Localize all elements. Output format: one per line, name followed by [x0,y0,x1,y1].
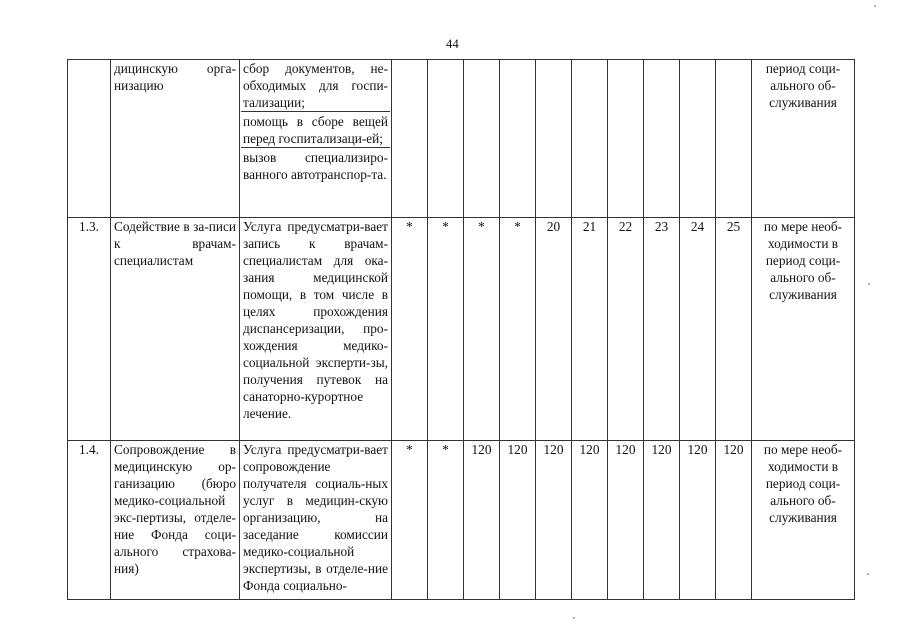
value-cell [536,60,572,218]
value-cell: 21 [572,218,608,441]
value-cell: 120 [644,441,680,600]
value-cell: 24 [680,218,716,441]
scan-speck [573,617,575,619]
value-cell [500,60,536,218]
value-cell: * [392,218,428,441]
service-description-cell: Услуга предусматри-вает сопровождение получателя социаль-ных услуг в медицин-скую организацию, на заседание комиссии медико-социальной экспертизы, в отделе-ние Фонда социально- [240,441,392,600]
table-row-continuation [68,60,855,218]
table-row [68,218,855,441]
value-cell [716,60,752,218]
row-number-cell: 1.4. [68,441,111,600]
service-period-cell: по мере необ-ходимости в период соци-ального об-служивания [752,218,855,441]
value-cell: 120 [680,441,716,600]
row-number-cell [68,60,111,218]
value-cell: 120 [608,441,644,600]
value-cell [392,60,428,218]
value-cell: 25 [716,218,752,441]
service-description-cell [240,60,392,218]
scan-speck [874,5,876,7]
value-cell: 20 [536,218,572,441]
value-cell: 120 [716,441,752,600]
scan-speck [868,283,870,285]
value-cell: * [392,441,428,600]
value-cell: 120 [536,441,572,600]
service-period-cell: период соци-ального об-служивания [752,60,855,218]
description-segment: сбор документов, не-обходимых для госпи-тализации; [243,61,388,110]
value-cell: * [500,218,536,441]
value-cell: * [428,441,464,600]
value-cell: * [464,218,500,441]
services-table [67,59,855,600]
value-cell: 23 [644,218,680,441]
value-cell [428,60,464,218]
value-cell [644,60,680,218]
table-row [68,441,855,600]
service-name-cell: дицинскую орга-низацию [111,60,240,218]
page-number: 44 [446,37,459,51]
value-cell [464,60,500,218]
description-segment: вызов специализиро-ванного автотранспор-та. [241,147,390,183]
value-cell [608,60,644,218]
service-description-cell: Услуга предусматри-вает запись к врачам-специалистам для ока-зания медицинской помощи, в том числе в целях прохождения диспансеризации, про-хождения медико-социальной эксперти-зы, получения путевок на санаторно-курортное лечение. [240,218,392,441]
value-cell [680,60,716,218]
row-number-cell: 1.3. [68,218,111,441]
description-segment: помощь в сборе вещей перед госпитализаци-ей; [241,111,390,147]
value-cell: 120 [572,441,608,600]
service-name-cell: Содействие в за-писи к врачам-специалистам [111,218,240,441]
value-cell: 22 [608,218,644,441]
value-cell: 120 [464,441,500,600]
scan-speck [867,573,869,575]
service-period-cell: по мере необ-ходимости в период соци-ального об-служивания [752,441,855,600]
service-name-cell: Сопровождение в медицинскую ор-ганизацию (бюро медико-социальной экс-пертизы, отделе-ние Фонда соци-ального страхова-ния) [111,441,240,600]
value-cell: 120 [500,441,536,600]
value-cell [572,60,608,218]
value-cell: * [428,218,464,441]
